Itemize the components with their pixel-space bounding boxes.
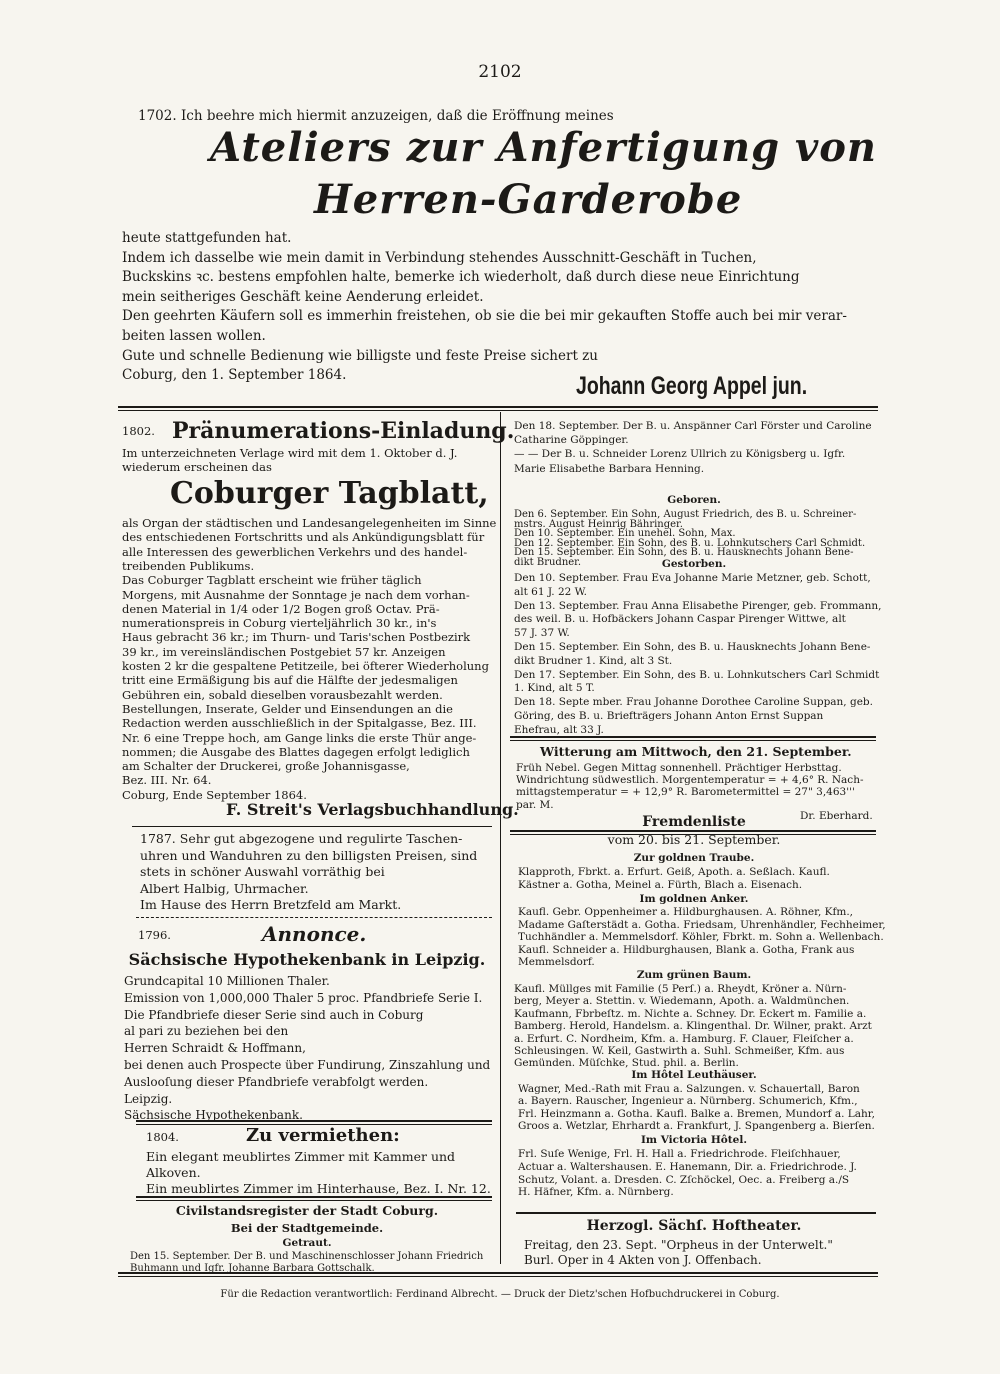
right-divider-3 <box>516 1212 876 1214</box>
anker-title: Im goldnen Anker. <box>639 893 749 905</box>
text-line: Den 18. Septe mber. Frau Johanne Dorothee Caroline Suppan, geb. <box>514 696 873 709</box>
text-line: a. Erfurt. C. Nordheim, Kfm. a. Hamburg. F. Clauer, Fleiſcher a. <box>514 1032 854 1045</box>
text-line: dikt Brudner. <box>514 557 582 568</box>
weather-signature: Dr. Eberhard. <box>800 810 873 822</box>
text-line: 1787. Sehr gut abgezogene und regulirte Taschen- <box>140 831 463 846</box>
ad-title-line1: Ateliers zur Anfertigung von <box>210 124 877 171</box>
text-line: H. Häfner, Kfm. a. Nürnberg. <box>518 1186 674 1199</box>
text-line: berg, Meyer a. Stettin. v. Wiedemann, Apoth. a. Waldmünchen. <box>514 995 850 1008</box>
victoria-title: Im Victoria Hôtel. <box>641 1134 747 1146</box>
text-line: Coburg, den 1. September 1864. <box>122 367 347 384</box>
text-line: Gebühren ein, sobald dieselben vorausbezahlt werden. <box>122 687 443 702</box>
text-line: Kaufl. Müllges mit Familie (5 Perſ.) a. Rheydt, Kröner a. Nürn- <box>514 983 847 995</box>
text-line: numerationspreis in Coburg vierteljährlich 30 kr., in's <box>122 616 437 631</box>
civil-title: Civilstandsregister der Stadt Coburg. <box>175 1203 439 1218</box>
text-line: Buckskins ꝛc. bestens empfohlen halte, bemerke ich wiederholt, daß durch diese neue Einrichtung <box>122 269 800 286</box>
praenum-number: 1802. <box>122 424 155 438</box>
text-line: Den 10. September. Frau Eva Johanne Marie Metzner, geb. Schott, <box>514 572 871 584</box>
text-line: Nr. 6 eine Treppe hoch, am Gange links die erste Thür ange- <box>122 730 477 745</box>
text-line: Freitag, den 23. Sept. "Orpheus in der Unterwelt." <box>524 1238 833 1252</box>
text-line: Tuchhändler a. Memmelsdorf. Köhler, Fbrkt. m. Sohn a. Wellenbach. <box>518 931 884 944</box>
text-line: Schutz, Volant. a. Dresden. C. Zſchöckel, Oec. a. Freiberg a./S <box>518 1173 850 1186</box>
civil-getraut: Getraut. <box>282 1237 332 1249</box>
text-line: wiederum erscheinen das <box>122 460 272 475</box>
text-line: al pari zu beziehen bei den <box>124 1024 289 1039</box>
text-line: Göring, des B. u. Briefträgers Johann Anton Ernst Suppan <box>514 710 824 722</box>
text-line: tritt eine Ermäßigung bis auf die Hälfte der jedesmaligen <box>122 673 458 688</box>
text-line: des entschiedenen Fortschritts und als Ankündigungsblatt für <box>122 530 485 545</box>
text-line: am Schalter der Druckerei, große Johannisgasse, <box>122 759 410 774</box>
text-line: Schleusingen. W. Keil, Gastwirth a. Suhl. Schmeißer, Kfm. aus <box>514 1045 845 1057</box>
praenum-title: Pränumerations-Einladung. <box>172 418 515 444</box>
text-line: als Organ der städtischen und Landesangelegenheiten im Sinne <box>122 516 497 530</box>
text-line: Buhmann und Igfr. Johanne Barbara Gottschalk. <box>130 1263 375 1274</box>
tagblatt-title: Coburger Tagblatt, <box>170 476 489 511</box>
text-line: Ein meublirtes Zimmer im Hinterhause, Bez. I. Nr. 12. <box>146 1181 491 1196</box>
text-line: a. Bayern. Rauscher, Ingenieur a. Nürnberg. Schumerich, Kfm., <box>518 1095 858 1108</box>
theater-title: Herzogl. Sächſ. Hoftheater. <box>586 1218 802 1234</box>
baum-title: Zum grünen Baum. <box>636 969 752 981</box>
text-line: Coburg, Ende September 1864. <box>122 787 307 802</box>
text-line: Emission von 1,000,000 Thaler 5 proc. Pfandbriefe Serie I. <box>124 990 483 1005</box>
text-line: Alkoven. <box>146 1165 201 1180</box>
text-line: Gemünden. Müſchke, Stud. phil. a. Berlin. <box>514 1057 739 1070</box>
text-line: Bestellungen, Inserate, Gelder und Einsendungen an die <box>122 701 453 716</box>
text-line: Kaufl. Schneider a. Hildburghausen, Blank a. Gotha, Frank aus <box>518 943 855 956</box>
text-line: Die Pfandbriefe dieser Serie sind auch in Coburg <box>124 1007 424 1022</box>
text-line: 57 J. 37 W. <box>514 627 570 640</box>
text-line: Herren Schraidt & Hoffmann, <box>124 1041 306 1056</box>
left-divider-1 <box>132 826 492 827</box>
geboren-title: Geboren. <box>667 494 721 506</box>
text-line: Marie Elisabethe Barbara Henning. <box>514 462 705 475</box>
text-line: kosten 2 kr die gespaltene Petitzeile, bei öfterer Wiederholung <box>122 659 489 673</box>
text-line: Bez. III. Nr. 64. <box>122 773 212 788</box>
text-line: Ein elegant meublirtes Zimmer mit Kammer und <box>146 1149 456 1164</box>
text-line: Den 12. September. Ein Sohn, des B. u. Lohnkutschers Carl Schmidt. <box>514 537 866 549</box>
text-line: stets in schöner Auswahl vorräthig bei <box>140 864 385 879</box>
text-line: Catharine Göppinger. <box>514 434 629 447</box>
vermieth-title: Zu vermiethen: <box>246 1125 400 1146</box>
top-divider <box>118 406 878 411</box>
text-line: Kaufl. Gebr. Oppenheimer a. Hildburghausen. A. Röhner, Kfm., <box>518 906 854 918</box>
text-line: des weil. B. u. Hofbäckers Johann Caspar Pirenger Wittwe, alt <box>514 613 846 626</box>
text-line: treibenden Publikums. <box>122 558 255 573</box>
imprint-footer: Für die Redaction verantwortlich: Ferdinand Albrecht. — Druck der Dietz'schen Hofbuchdruckerei in Coburg. <box>220 1289 780 1300</box>
text-line: Madame Gaſterstädt a. Gotha. Friedsam, Uhrenhändler, Fechheimer, <box>518 918 886 931</box>
text-line: uhren und Wanduhren zu den billigsten Preisen, sind <box>140 847 478 863</box>
annonce-title: Annonce. <box>262 922 367 946</box>
text-line: Kästner a. Gotha, Meinel a. Fürth, Blach a. Eisenach. <box>518 878 803 891</box>
text-line: Sächsische Hypothekenbank. <box>124 1108 303 1123</box>
text-line: nommen; die Ausgabe des Blattes dagegen erfolgt lediglich <box>122 744 470 759</box>
gestorben-title: Gestorben. <box>661 558 727 570</box>
text-line: Klapproth, Fbrkt. a. Erfurt. Geiß, Apoth. a. Seßlach. Kaufl. <box>518 866 830 878</box>
text-line: 39 kr., im vereinsländischen Postgebiet 57 kr. Anzeigen <box>122 644 446 659</box>
text-line: bei denen auch Prospecte über Fundirung, Zinszahlung und <box>124 1058 491 1072</box>
text-line: Redaction werden ausschließlich in der Spitalgasse, Bez. III. <box>122 716 477 731</box>
ad-intro: 1702. Ich beehre mich hiermit anzuzeigen, daß die Eröffnung meines <box>138 108 614 124</box>
text-line: Frl. Suſe Wenige, Frl. H. Hall a. Friedrichrode. Fleiſchhauer, <box>518 1148 841 1160</box>
text-line: denen Material in 1/4 oder 1/2 Bogen groß Octav. Prä- <box>122 601 440 616</box>
text-line: 1. Kind, alt 5 T. <box>514 682 595 695</box>
fremden-date: vom 20. bis 21. September. <box>607 832 781 847</box>
text-line: — — Der B. u. Schneider Lorenz Ullrich zu Königsberg u. Igfr. <box>514 448 846 461</box>
text-line: heute stattgefunden hat. <box>122 230 292 246</box>
text-line: Haus gebracht 36 kr.; im Thurn- und Taris'schen Postbezirk <box>122 630 471 645</box>
text-line: Frl. Heinzmann a. Gotha. Kaufl. Balke a. Bremen, Mundorf a. Lahr, <box>518 1107 875 1120</box>
ad-title-line2: Herren-Garderobe <box>314 176 743 223</box>
text-line: Morgens, mit Ausnahme der Sonntage je nach dem vorhan- <box>122 587 470 602</box>
page-number: 2102 <box>478 62 522 82</box>
text-line: Den 15. September. Der B. und Maschinenschlosser Johann Friedrich <box>130 1251 484 1262</box>
text-line: Auslooſung dieser Pfandbriefe verabfolgt werden. <box>124 1074 429 1089</box>
text-line: mstrs. August Heinrig Bähringer. <box>514 518 683 530</box>
text-line: alle Interessen des gewerblichen Verkehrs und des handel- <box>122 544 468 559</box>
text-line: Das Coburger Tagblatt erscheint wie früher täglich <box>122 573 422 588</box>
text-line: Albert Halbig, Uhrmacher. <box>140 880 309 896</box>
text-line: Indem ich dasselbe wie mein damit in Verbindung stehendes Ausschnitt-Geschäft in Tuchen, <box>122 249 757 266</box>
text-line: Ehefrau, alt 33 J. <box>514 723 604 736</box>
text-line: Actuar a. Waltershausen. E. Hanemann, Dir. a. Friedrichrode. J. <box>518 1160 857 1173</box>
text-line: par. M. <box>516 798 554 811</box>
text-line: Den 15. September. Ein Sohn, des B. u. Hausknechts Johann Bene- <box>514 641 871 653</box>
text-line: Wagner, Med.-Rath mit Frau a. Salzungen. v. Schauertall, Baron <box>518 1083 860 1095</box>
text-line: dikt Brudner 1. Kind, alt 3 St. <box>514 654 673 667</box>
publisher-name: F. Streit's Verlagsbuchhandlung. <box>226 800 519 819</box>
text-line: Früh Nebel. Gegen Mittag sonnenhell. Prächtiger Herbsttag. <box>516 762 842 774</box>
text-line: beiten lassen wollen. <box>122 328 266 344</box>
civil-sub: Bei der Stadtgemeinde. <box>230 1221 384 1235</box>
bottom-divider <box>118 1272 878 1277</box>
text-line: Im Hause des Herrn Bretzfeld am Markt. <box>140 897 402 912</box>
text-line: mittagstemperatur = + 12,9° R. Barometermittel = 27" 3,463''' <box>516 786 855 799</box>
bank-title: Sächsische Hypothekenbank in Leipzig. <box>128 950 486 969</box>
text-line: Gute und schnelle Bedienung wie billigste und feste Preise sichert zu <box>122 347 598 364</box>
text-line: Leipzig. <box>124 1091 173 1106</box>
text-line: Den 17. September. Ein Sohn, des B. u. Lohnkutschers Carl Schmidt <box>514 668 880 681</box>
right-divider-1 <box>510 736 876 741</box>
left-divider-4 <box>136 1196 492 1201</box>
annonce-number: 1796. <box>138 928 171 942</box>
ad-signature: Johann Georg Appel jun. <box>576 372 808 400</box>
text-line: alt 61 J. 22 W. <box>514 585 587 598</box>
text-line: Den geehrten Käufern soll es immerhin freistehen, ob sie die bei mir gekauften Stoffe auch bei mir verar- <box>122 308 847 325</box>
left-divider-2 <box>136 917 492 919</box>
text-line: Den 13. September. Frau Anna Elisabethe Pirenger, geb. Frommann, <box>514 599 882 612</box>
text-line: Den 15. September. Ein Sohn, des B. u. Hausknechts Johann Bene- <box>514 547 854 559</box>
text-line: Den 18. September. Der B. u. Anspänner Carl Förster und Caroline <box>514 420 872 432</box>
text-line: Burl. Oper in 4 Akten von J. Offenbach. <box>524 1253 762 1267</box>
text-line: Bamberg. Herold, Handelsm. a. Klingenthal. Dr. Wilner, prakt. Arzt <box>514 1020 872 1033</box>
column-divider <box>500 412 501 1264</box>
text-line: Den 6. September. Ein Sohn, August Friedrich, des B. u. Schreiner- <box>514 509 857 520</box>
text-line: Den 10. September. Ein unehel. Sohn, Max. <box>514 528 736 540</box>
text-line: Im unterzeichneten Verlage wird mit dem 1. Oktober d. J. <box>122 446 458 460</box>
leuthaeuser-title: Im Hôtel Leuthäuser. <box>631 1069 757 1081</box>
text-line: Grundcapital 10 Millionen Thaler. <box>124 974 330 988</box>
fremden-title: Fremdenliste <box>642 814 746 830</box>
text-line: Kaufmann, Fbrbeſtz. m. Nichte a. Schney. Dr. Eckert m. Familie a. <box>514 1007 867 1020</box>
text-line: mein seitheriges Geschäft keine Aenderung erleidet. <box>122 288 484 305</box>
text-line: Windrichtung südwestlich. Morgentemperatur = + 4,6° R. Nach- <box>516 774 864 787</box>
text-line: Memmelsdorf. <box>518 956 595 969</box>
weather-title: Witterung am Mittwoch, den 21. September. <box>540 744 852 759</box>
vermieth-number: 1804. <box>146 1130 179 1144</box>
text-line: Groos a. Wetzlar, Ehrhardt a. Frankfurt, J. Spangenberg a. Bierſen. <box>518 1120 875 1133</box>
traube-title: Zur goldnen Traube. <box>633 852 755 864</box>
